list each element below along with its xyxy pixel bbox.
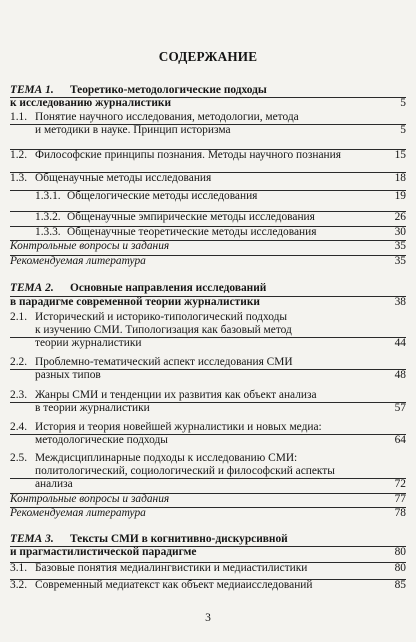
toc-entry-number: 2.5. bbox=[10, 452, 28, 464]
toc-line[interactable] bbox=[10, 190, 406, 202]
toc-line[interactable] bbox=[10, 211, 406, 223]
toc-entry-text: теории журналистики bbox=[35, 337, 142, 349]
toc-line[interactable] bbox=[10, 579, 406, 591]
toc-entry-text: Жанры СМИ и тенденции их развития как объект анализа bbox=[35, 389, 317, 401]
toc-entry-number: 1.1. bbox=[10, 111, 28, 123]
toc-entry-number: ТЕМА 1. bbox=[10, 84, 54, 96]
toc-line[interactable] bbox=[10, 478, 406, 490]
toc-line[interactable] bbox=[10, 402, 406, 414]
toc-entry-number: 3.2. bbox=[10, 579, 28, 591]
toc-page-number: 38 bbox=[394, 296, 406, 308]
toc-entry-text: к изучению СМИ. Типологизация как базовый метод bbox=[35, 324, 292, 336]
toc-entry-number: 1.3.3. bbox=[35, 226, 61, 238]
toc-entry-text: Рекомендуемая литература bbox=[10, 507, 146, 519]
toc-entry-number: ТЕМА 2. bbox=[10, 282, 54, 294]
toc-entry-text: Философские принципы познания. Методы научного познания bbox=[35, 149, 341, 161]
toc-line[interactable] bbox=[10, 172, 406, 184]
toc-page-number: 85 bbox=[394, 579, 406, 591]
toc-line[interactable] bbox=[10, 226, 406, 238]
toc-entry-text: Междисциплинарные подходы к исследованию СМИ: bbox=[35, 452, 298, 464]
toc-entry-text: История и теория новейшей журналистики и новых медиа: bbox=[35, 421, 322, 433]
toc-entry-text: Исторический и историко-типологический подходы bbox=[35, 311, 288, 323]
toc-entry-text: Общелогические методы исследования bbox=[67, 190, 258, 202]
toc-page-number: 19 bbox=[394, 190, 406, 202]
toc-entry-text: Проблемно-тематический аспект исследования СМИ bbox=[35, 356, 293, 368]
toc-line[interactable] bbox=[10, 296, 406, 308]
toc-entry-text: в парадигме современной теории журналистики bbox=[10, 296, 260, 308]
toc-page-number: 35 bbox=[394, 240, 406, 252]
toc-page-number: 72 bbox=[394, 478, 406, 490]
toc-line[interactable] bbox=[10, 507, 406, 519]
toc-page-number: 78 bbox=[394, 507, 406, 519]
toc-line[interactable] bbox=[10, 149, 406, 161]
toc-entry-number: 3.1. bbox=[10, 562, 28, 574]
toc-entry-text: Контрольные вопросы и задания bbox=[10, 240, 170, 252]
toc-page-number: 5 bbox=[400, 97, 406, 109]
toc-entry-text: Общенаучные теоретические методы исследования bbox=[67, 226, 317, 238]
toc-entry-text: к исследованию журналистики bbox=[10, 97, 172, 109]
toc-entry-number: 1.2. bbox=[10, 149, 28, 161]
toc-page-number: 35 bbox=[394, 255, 406, 267]
toc-line[interactable] bbox=[10, 255, 406, 267]
toc-entry-text: разных типов bbox=[35, 369, 101, 381]
toc-entry-text: анализа bbox=[35, 478, 73, 490]
toc-entry-text: Общенаучные методы исследования bbox=[35, 172, 212, 184]
toc-entry-number: 1.3. bbox=[10, 172, 28, 184]
toc-entry-text: и прагмастилистической парадигме bbox=[10, 546, 197, 558]
toc-line[interactable] bbox=[10, 369, 406, 381]
toc-page-number: 64 bbox=[394, 434, 406, 446]
toc-line[interactable] bbox=[10, 97, 406, 109]
toc-entry-text: Теоретико-методологические подходы bbox=[70, 84, 267, 96]
toc-line[interactable] bbox=[10, 124, 406, 136]
toc-line[interactable] bbox=[10, 562, 406, 574]
toc-title: СОДЕРЖАНИЕ bbox=[158, 49, 258, 64]
toc-entry-text: политологический, социологический и философский аспекты bbox=[35, 465, 335, 477]
toc-entry-text: и методики в науке. Принцип историзма bbox=[35, 124, 231, 136]
toc-page-number: 15 bbox=[394, 149, 406, 161]
toc-line[interactable] bbox=[10, 493, 406, 505]
toc-entry-number: 1.3.1. bbox=[35, 190, 61, 202]
toc-entry-text: Понятие научного исследования, методологии, метода bbox=[35, 111, 299, 123]
toc-entry-number: 2.1. bbox=[10, 311, 28, 323]
toc-entry-text: Общенаучные эмпирические методы исследования bbox=[67, 211, 315, 223]
toc-line[interactable] bbox=[10, 546, 406, 558]
toc-page-number: 77 bbox=[394, 493, 406, 505]
toc-line[interactable] bbox=[10, 337, 406, 349]
toc-entry-number: ТЕМА 3. bbox=[10, 533, 54, 545]
toc-page-number: 44 bbox=[394, 337, 406, 349]
toc-page-number: 5 bbox=[400, 124, 406, 136]
toc-line[interactable] bbox=[10, 240, 406, 252]
toc-entry-text: методологические подходы bbox=[35, 434, 168, 446]
toc-page-number: 26 bbox=[394, 211, 406, 223]
toc-page-number: 80 bbox=[394, 562, 406, 574]
toc-entry-text: Тексты СМИ в когнитивно-дискурсивной bbox=[70, 533, 288, 545]
toc-page-number: 57 bbox=[394, 402, 406, 414]
toc-page-number: 18 bbox=[394, 172, 406, 184]
toc-entry-text: Контрольные вопросы и задания bbox=[10, 493, 170, 505]
toc-entry-number: 2.3. bbox=[10, 389, 28, 401]
toc-entry-number: 2.4. bbox=[10, 421, 28, 433]
toc-entry-text: Современный медиатекст как объект медиаисследований bbox=[35, 579, 313, 591]
toc-entry-text: Рекомендуемая литература bbox=[10, 255, 146, 267]
toc-page-number: 48 bbox=[394, 369, 406, 381]
toc-entry-number: 1.3.2. bbox=[35, 211, 61, 223]
toc-entry-number: 2.2. bbox=[10, 356, 28, 368]
page-number: 3 bbox=[205, 612, 211, 624]
toc-page-number: 80 bbox=[394, 546, 406, 558]
toc-entry-text: Основные направления исследований bbox=[70, 282, 267, 294]
toc-page-number: 30 bbox=[394, 226, 406, 238]
toc-line[interactable] bbox=[10, 434, 406, 446]
toc-entry-text: Базовые понятия медиалингвистики и медиастилистики bbox=[35, 562, 308, 574]
toc-entry-text: в теории журналистики bbox=[35, 402, 150, 414]
